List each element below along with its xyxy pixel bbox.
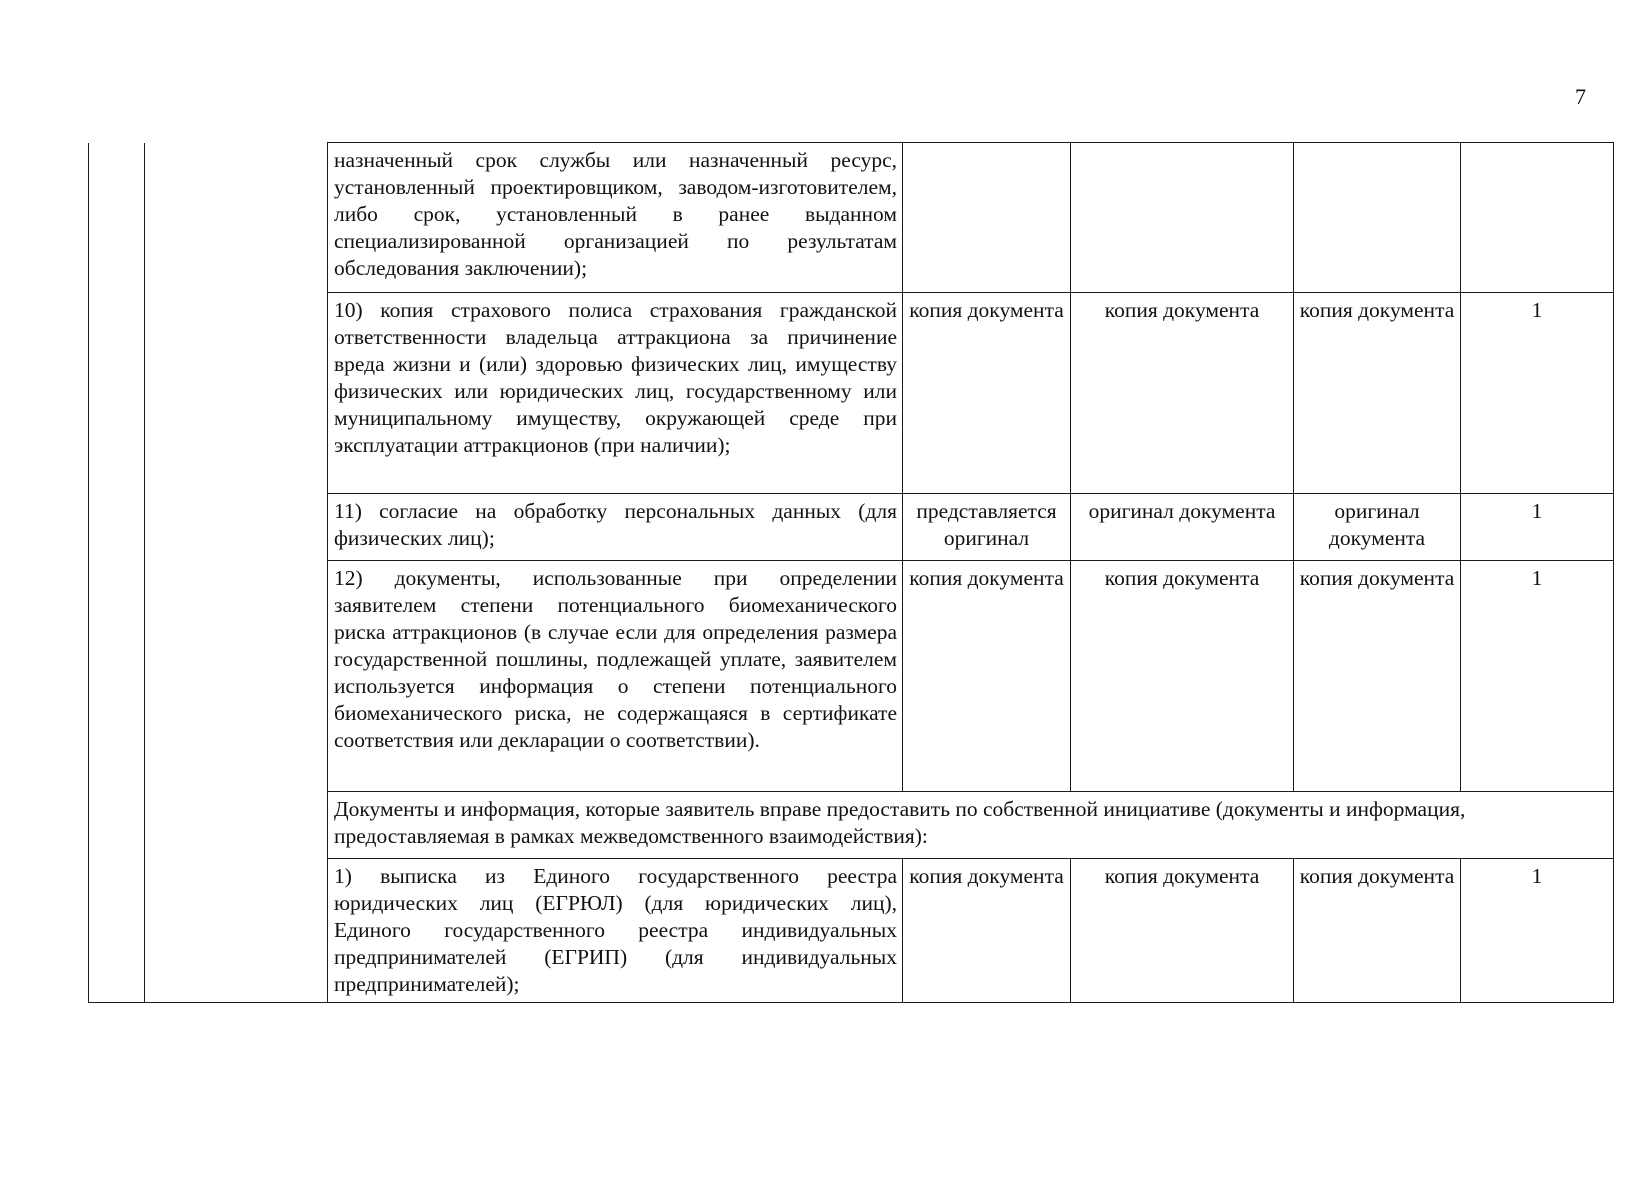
document-description-cell: 11) согласие на обработку персональных данных (для физических лиц); [328, 494, 903, 561]
submission-form-cell: копия документа [903, 561, 1071, 792]
blank-cell [89, 792, 145, 859]
document-form-cell: копия документа [1071, 859, 1294, 1003]
document-form-cell: оригинал документа [1071, 494, 1294, 561]
submission-form-cell: копия документа [903, 859, 1071, 1003]
document-description-cell: 10) копия страхового полиса страхования гражданской ответственности владельца аттракциона за причинение вреда жизни и (или) здоровью физических лиц, имуществу физических или юридических лиц, государственному или муниципальному имуществу, окружающей среде при эксплуатации аттракционов (при наличии); [328, 293, 903, 494]
section-heading-cell: Документы и информация, которые заявитель вправе предоставить по собственной инициативе (документы и информация, предоставляемая в рамках межведомственного взаимодействия): [328, 792, 1614, 859]
count-cell [1461, 143, 1614, 293]
table-row [89, 792, 1614, 859]
document-form-cell [1071, 143, 1294, 293]
documents-table [88, 142, 1614, 1003]
returned-form-cell: копия документа [1294, 293, 1461, 494]
blank-cell [89, 143, 145, 293]
document-form-cell: копия документа [1071, 293, 1294, 494]
count-cell: 1 [1461, 293, 1614, 494]
blank-cell [145, 143, 328, 293]
count-cell: 1 [1461, 494, 1614, 561]
blank-cell [145, 859, 328, 1003]
document-description-cell: 12) документы, использованные при определении заявителем степени потенциального биомеханического риска аттракционов (в случае если для определения размера государственной пошлины, подлежащей уплате, заявителем используется информация о степени потенциального биомеханического риска, не содержащаяся в сертификате соответствия или декларации о соответствии). [328, 561, 903, 792]
submission-form-cell: представляется оригинал [903, 494, 1071, 561]
blank-cell [89, 859, 145, 1003]
submission-form-cell [903, 143, 1071, 293]
table-row [89, 561, 1614, 792]
count-cell: 1 [1461, 859, 1614, 1003]
returned-form-cell: копия документа [1294, 859, 1461, 1003]
blank-cell [89, 494, 145, 561]
returned-form-cell: копия документа [1294, 561, 1461, 792]
document-description-cell: 1) выписка из Единого государственного реестра юридических лиц (ЕГРЮЛ) (для юридических лиц), Единого государственного реестра индивидуальных предпринимателей (ЕГРИП) (для индивидуальных предпринимателей); [328, 859, 903, 1003]
returned-form-cell [1294, 143, 1461, 293]
table-row [89, 143, 1614, 293]
blank-cell [89, 561, 145, 792]
blank-cell [145, 561, 328, 792]
document-form-cell: копия документа [1071, 561, 1294, 792]
blank-cell [145, 293, 328, 494]
page-number: 7 [1575, 84, 1586, 109]
returned-form-cell: оригинал документа [1294, 494, 1461, 561]
count-cell: 1 [1461, 561, 1614, 792]
table-row [89, 494, 1614, 561]
document-description-cell: назначенный срок службы или назначенный ресурс, установленный проектировщиком, заводом-изготовителем, либо срок, установленный в ранее выданном специализированной организацией по результатам обследования заключении); [328, 143, 903, 293]
blank-cell [145, 792, 328, 859]
table-row [89, 859, 1614, 1003]
blank-cell [145, 494, 328, 561]
table-row [89, 293, 1614, 494]
blank-cell [89, 293, 145, 494]
submission-form-cell: копия документа [903, 293, 1071, 494]
